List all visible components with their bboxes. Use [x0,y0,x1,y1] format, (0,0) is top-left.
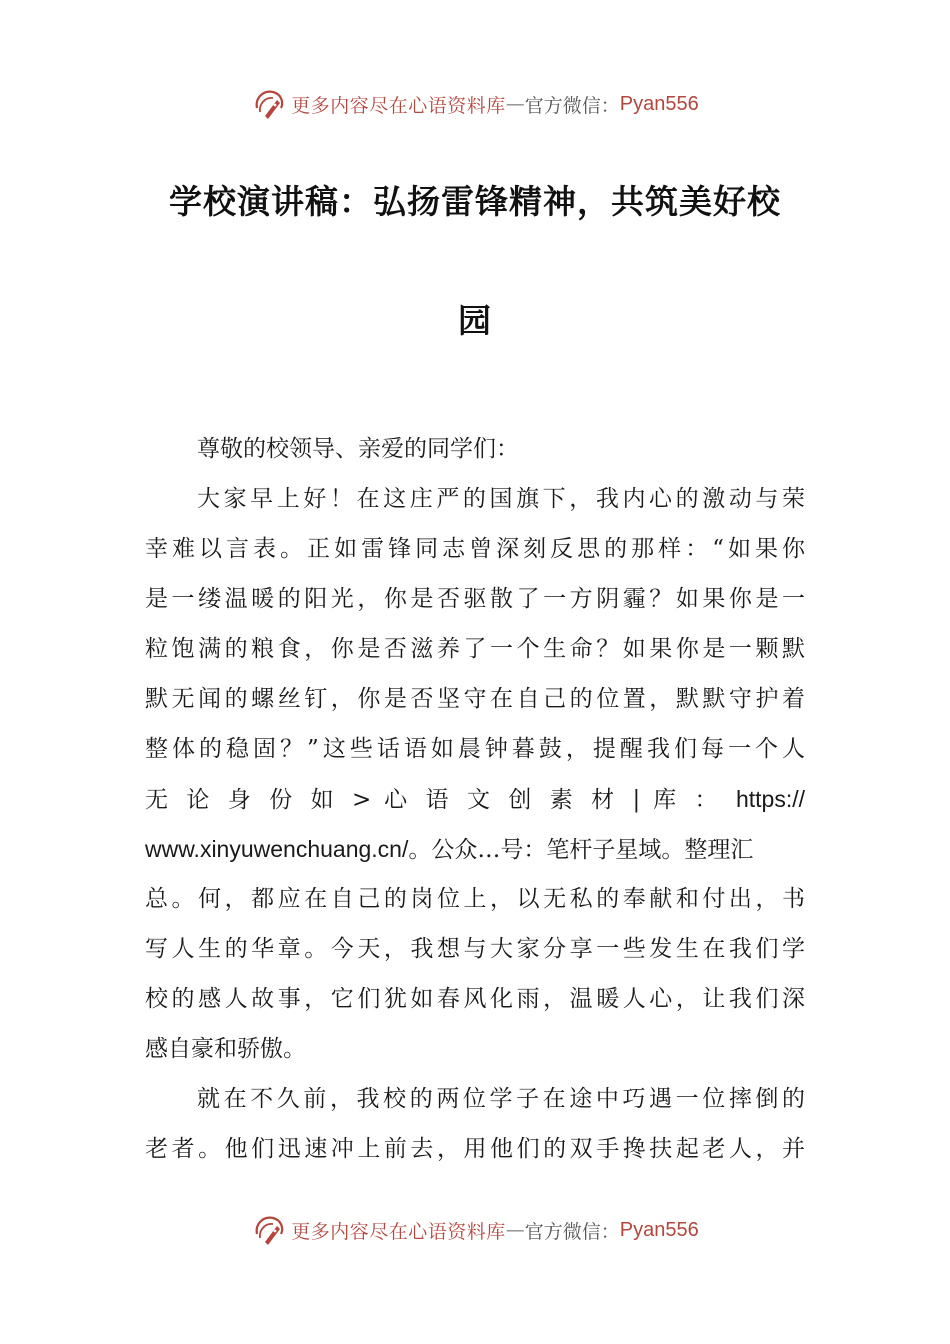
body-line-text: 。公众…号：笔杆子星域。整理汇 [408,837,754,863]
body-line: 校的感人故事，它们犹如春风化雨，温暖人心，让我们深 [145,986,805,1012]
banner-wechat-id: Pyan556 [619,92,699,115]
body-line: 幸难以言表。正如雷锋同志曾深刻反思的那样：“如果你 [145,536,805,562]
source-url-part-2: www.xinyuwenchuang.cn/ [145,836,409,862]
body-line [145,824,805,874]
footer-watermark-banner [0,1210,950,1250]
banner-wechat-label: 官方微信： [524,1220,620,1243]
body-line: 写人生的华章。今天，我想与大家分享一些发生在我们学 [145,936,805,962]
body-line: 整体的稳固？”这些话语如晨钟暮鼓，提醒我们每一个人 [145,736,805,762]
document-title-line-1: 学校演讲稿：弘扬雷锋精神，共筑美好校 [169,182,781,221]
body-line: 老者。他们迅速冲上前去，用他们的双手搀扶起老人，并 [145,1136,805,1162]
body-line: 就在不久前，我校的两位学子在途中巧遇一位摔倒的 [197,1086,805,1112]
header-watermark-banner [0,84,950,124]
banner-dash: — [505,1219,525,1241]
pen-nib-logo-icon [251,1212,287,1248]
body-line-text: 无 论 身 份 如 > 心 语 文 创 素 材 | 库 ： [145,787,724,813]
body-line: 尊敬的校领导、亲爱的同学们： [197,436,519,462]
banner-text: 更多内容尽在心语资料库 [291,94,506,117]
body-line: 总。何，都应在自己的岗位上，以无私的奉献和付出，书 [145,886,805,912]
body-line [145,774,805,824]
speech-body [145,424,805,1174]
banner-text: 更多内容尽在心语资料库 [291,1220,506,1243]
document-title-line-2: 园 [458,301,492,340]
body-line: 粒饱满的粮食，你是否滋养了一个生命？如果你是一颗默 [145,636,805,662]
banner-wechat-id: Pyan556 [619,1218,699,1241]
body-line: 默无闻的螺丝钉，你是否坚守在自己的位置，默默守护着 [145,686,805,712]
banner-wechat-label: 官方微信： [524,94,620,117]
source-url-part-1: https:// [735,786,805,812]
body-line: 感自豪和骄傲。 [145,1036,306,1062]
banner-dash: — [505,93,525,115]
body-line: 是一缕温暖的阳光，你是否驱散了一方阴霾？如果你是一 [145,586,805,612]
body-line: 大家早上好！在这庄严的国旗下，我内心的激动与荣 [197,486,805,512]
pen-nib-logo-icon [251,86,287,122]
